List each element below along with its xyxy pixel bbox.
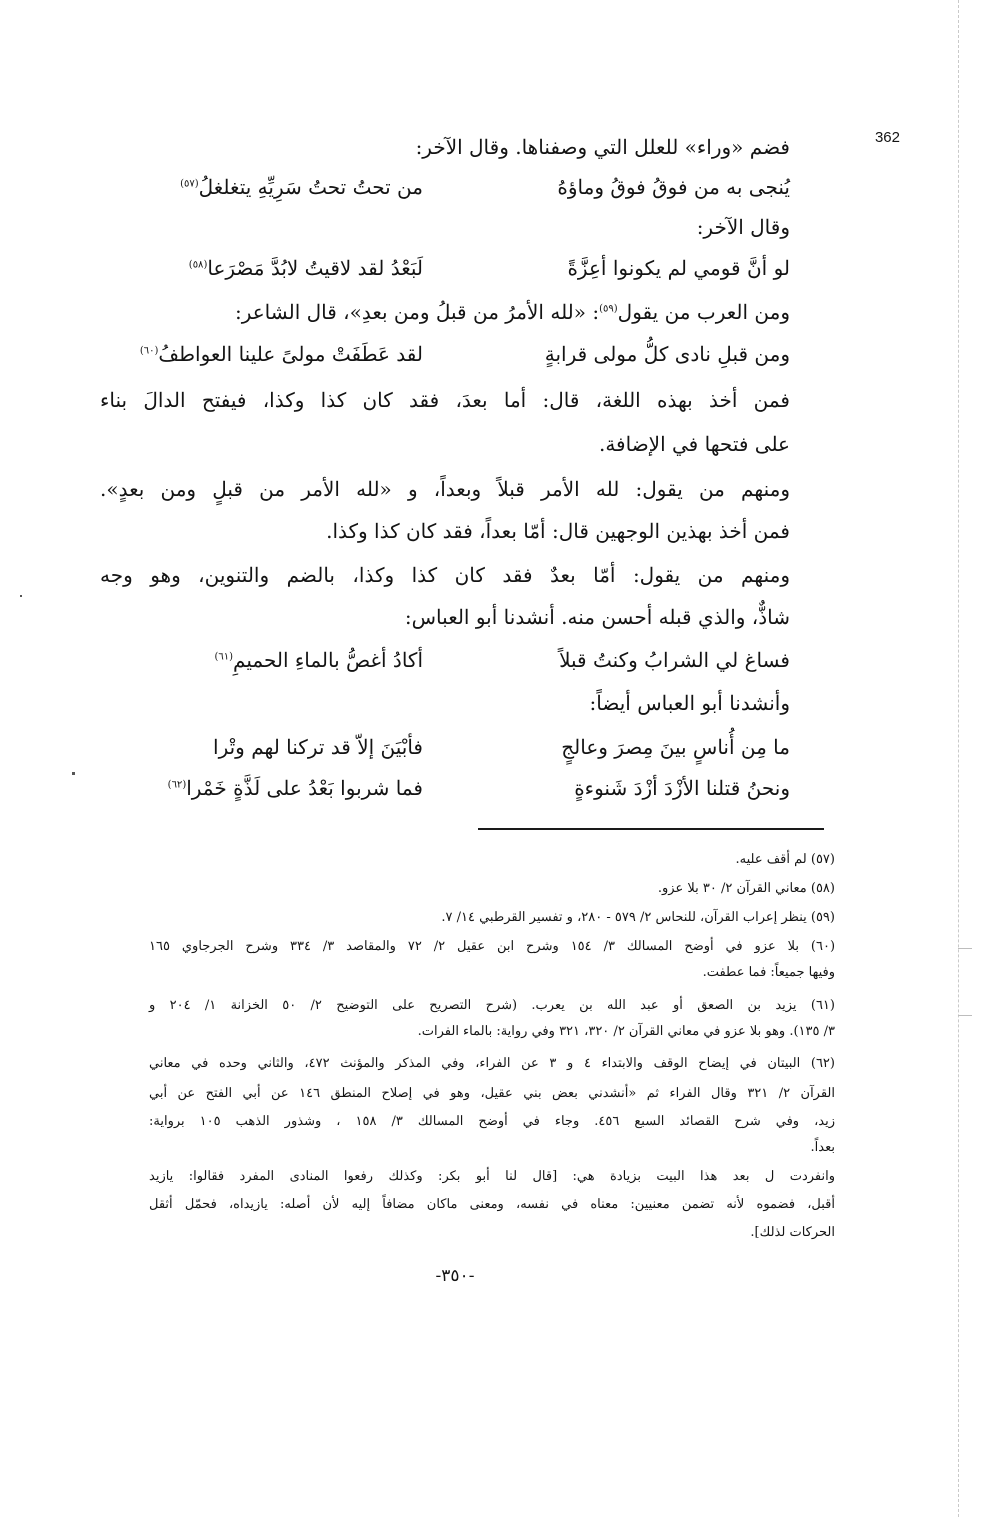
text-line bbox=[235, 296, 790, 328]
footnote-continuation: وفيها جميعاً: فما عطفت. bbox=[702, 965, 835, 980]
verse-first-hemistich: ومن قبلِ نادى كلُّ مولى قرابةٍ bbox=[544, 342, 790, 366]
paragraph-line: فمن أخذ بهذين الوجهين قال: أمّا بعداً، فقد كان كذا وكذا. bbox=[326, 519, 790, 543]
page-number-top: 362 bbox=[874, 129, 900, 146]
scan-margin-mark bbox=[958, 1015, 972, 1016]
paragraph-line: ومنهم من يقول: لله الأمر قبلاً وبعداً، و «لله الأمر من قبلٍ ومن بعدٍ». bbox=[100, 477, 790, 501]
verse-first-hemistich: يُنجى به من فوقُ فوقُ وماؤهُ bbox=[557, 175, 790, 199]
scan-speck bbox=[72, 772, 75, 775]
scan-margin-line bbox=[958, 0, 959, 1517]
footnote-continuation: ٣/ ١٣٥). وهو بلا عزو في معاني القرآن ٢/ ٣٢٠، ٣٢١ وفي رواية: بالماء الفرات. bbox=[417, 1024, 835, 1039]
verse-first-hemistich: لو أنَّ قومي لم يكونوا أعِزَّةً bbox=[567, 256, 790, 280]
text-line: وأنشدنا أبو العباس أيضاً: bbox=[589, 691, 790, 715]
text-line: فضم «وراء» للعلل التي وصفناها. وقال الآخر: bbox=[415, 135, 790, 159]
verse-second-hemistich bbox=[93, 171, 423, 203]
verse-first-hemistich: فساغ لي الشرابُ وكنتُ قبلاً bbox=[559, 648, 790, 672]
verse-text: لَبَعْدُ لقد لاقيتُ لابُدَّ مَصْرَعا bbox=[207, 256, 423, 280]
scan-speck bbox=[20, 595, 22, 597]
footnote-ref: (٥٧) bbox=[180, 178, 199, 190]
footnote-ref: (٦١) bbox=[214, 651, 234, 663]
footnote: (٦١) يزيد بن الصعق أو عبد الله بن يعرب. (شرح التصريح على التوضيح ٢/ ٥٠ الخزانة ١/ ٢٠٤ و bbox=[149, 998, 835, 1013]
text-line: وقال الآخر: bbox=[696, 215, 790, 239]
footnote: (٥٨) معاني القرآن ٢/ ٣٠ بلا عزو. bbox=[657, 881, 835, 896]
paragraph-line: فمن أخذ بهذه اللغة، قال: أما بعدَ، فقد كان كذا وكذا، فيفتح الدالَ بناء bbox=[100, 388, 790, 412]
footnote: (٥٧) لم أقف عليه. bbox=[735, 852, 835, 867]
footnote: (٥٩) ينظر إعراب القرآن، للنحاس ٢/ ٥٧٩ - ٢٨٠، و تفسير القرطبي ١٤/ ٧. bbox=[441, 910, 835, 925]
verse-second-hemistich bbox=[93, 772, 423, 804]
footnote-ref: (٥٨) bbox=[188, 259, 208, 271]
text-run: : «لله الأمرُ من قبلُ ومن بعدِ»، قال الشاعر: bbox=[234, 300, 600, 324]
footnote-continuation: القرآن ٢/ ٣٢١ وقال الفراء ثم «أنشدني بعض بني عقيل، وهو في إصلاح المنطق ١٤٦ عن أبي الفتح عن أبي bbox=[149, 1086, 835, 1101]
verse-text: فما شربوا بَعْدُ على لَذَّةٍ خَمْرا bbox=[186, 776, 423, 800]
footnote: (٦٠) بلا عزو في أوضح المسالك ٣/ ١٥٤ وشرح ابن عقيل ٢/ ٧٢ والمقاصد ٣/ ٣٣٤ وشرح الجرجاوي ١٦٥ bbox=[149, 939, 836, 954]
footnote-continuation: بعداً. bbox=[810, 1140, 835, 1155]
footnote-separator bbox=[478, 828, 824, 830]
paragraph-line: شاذٌّ، والذي قبله أحسن منه. أنشدنا أبو العباس: bbox=[404, 605, 790, 629]
verse-second-hemistich bbox=[93, 644, 423, 676]
verse-first-hemistich: ونحنُ قتلنا الأزْدَ أزْدَ شَنوءةٍ bbox=[574, 776, 790, 800]
footnote-addendum: وانفردت ل بعد هذا البيت بزيادة هي: [قال لنا أبو بكر: وكذلك رفعوا المنادى المفرد فقالوا: يازيد bbox=[149, 1169, 835, 1184]
footnote-continuation: زيد، وفي شرح القصائد السبع ٤٥٦. وجاء في أوضح المسالك ٣/ ١٥٨ ، وشذور الذهب ١٠٥ برواية: bbox=[149, 1114, 836, 1129]
verse-first-hemistich: ما مِن أُناسٍ بينَ مِصرَ وعالجٍ bbox=[561, 735, 790, 759]
page-number-bottom: -٣٥٠- bbox=[435, 1266, 475, 1286]
text-run: ومن العرب من يقول bbox=[617, 300, 790, 324]
verse-second-hemistich bbox=[93, 252, 423, 284]
footnote-ref: (٦٠) bbox=[139, 345, 159, 357]
footnote-ref: (٦٢) bbox=[167, 779, 187, 791]
footnote-addendum: أقبل، فضموه لأنه تضمن معنيين: معناه في نفسه، ومعنى ماكان مضافاً إليه لأن أصله: يازيداه، فحمّل أثقل bbox=[149, 1197, 835, 1212]
paragraph-line: على فتحها في الإضافة. bbox=[598, 432, 790, 456]
verse-text: أكادُ أغصُّ بالماءِ الحميمِ bbox=[233, 648, 423, 672]
scan-margin-mark bbox=[958, 948, 972, 949]
verse-second-hemistich bbox=[93, 338, 423, 370]
verse-text: لقد عَطَفَتْ مولىً علينا العواطفُ bbox=[158, 342, 423, 366]
paragraph-line: ومنهم من يقول: أمّا بعدٌ فقد كان كذا وكذا، بالضم والتنوين، وهو وجه bbox=[100, 563, 790, 587]
footnote-addendum: الحركات لذلك]. bbox=[750, 1225, 835, 1240]
footnote: (٦٢) البيتان في إيضاح الوقف والابتداء ٤ و ٣ عن الفراء، وفي المذكر والمؤنث ٤٧٢، والثاني وحده في معاني bbox=[149, 1056, 835, 1071]
verse-second-hemistich: فأبْيَنَ إلاّ قد تركنا لهم وتْرا bbox=[213, 735, 423, 759]
verse-text: من تحتُ تحتُ سَرِيِّهِ يتغلغلُ bbox=[198, 175, 423, 199]
footnote-ref: (٥٩) bbox=[599, 303, 618, 315]
